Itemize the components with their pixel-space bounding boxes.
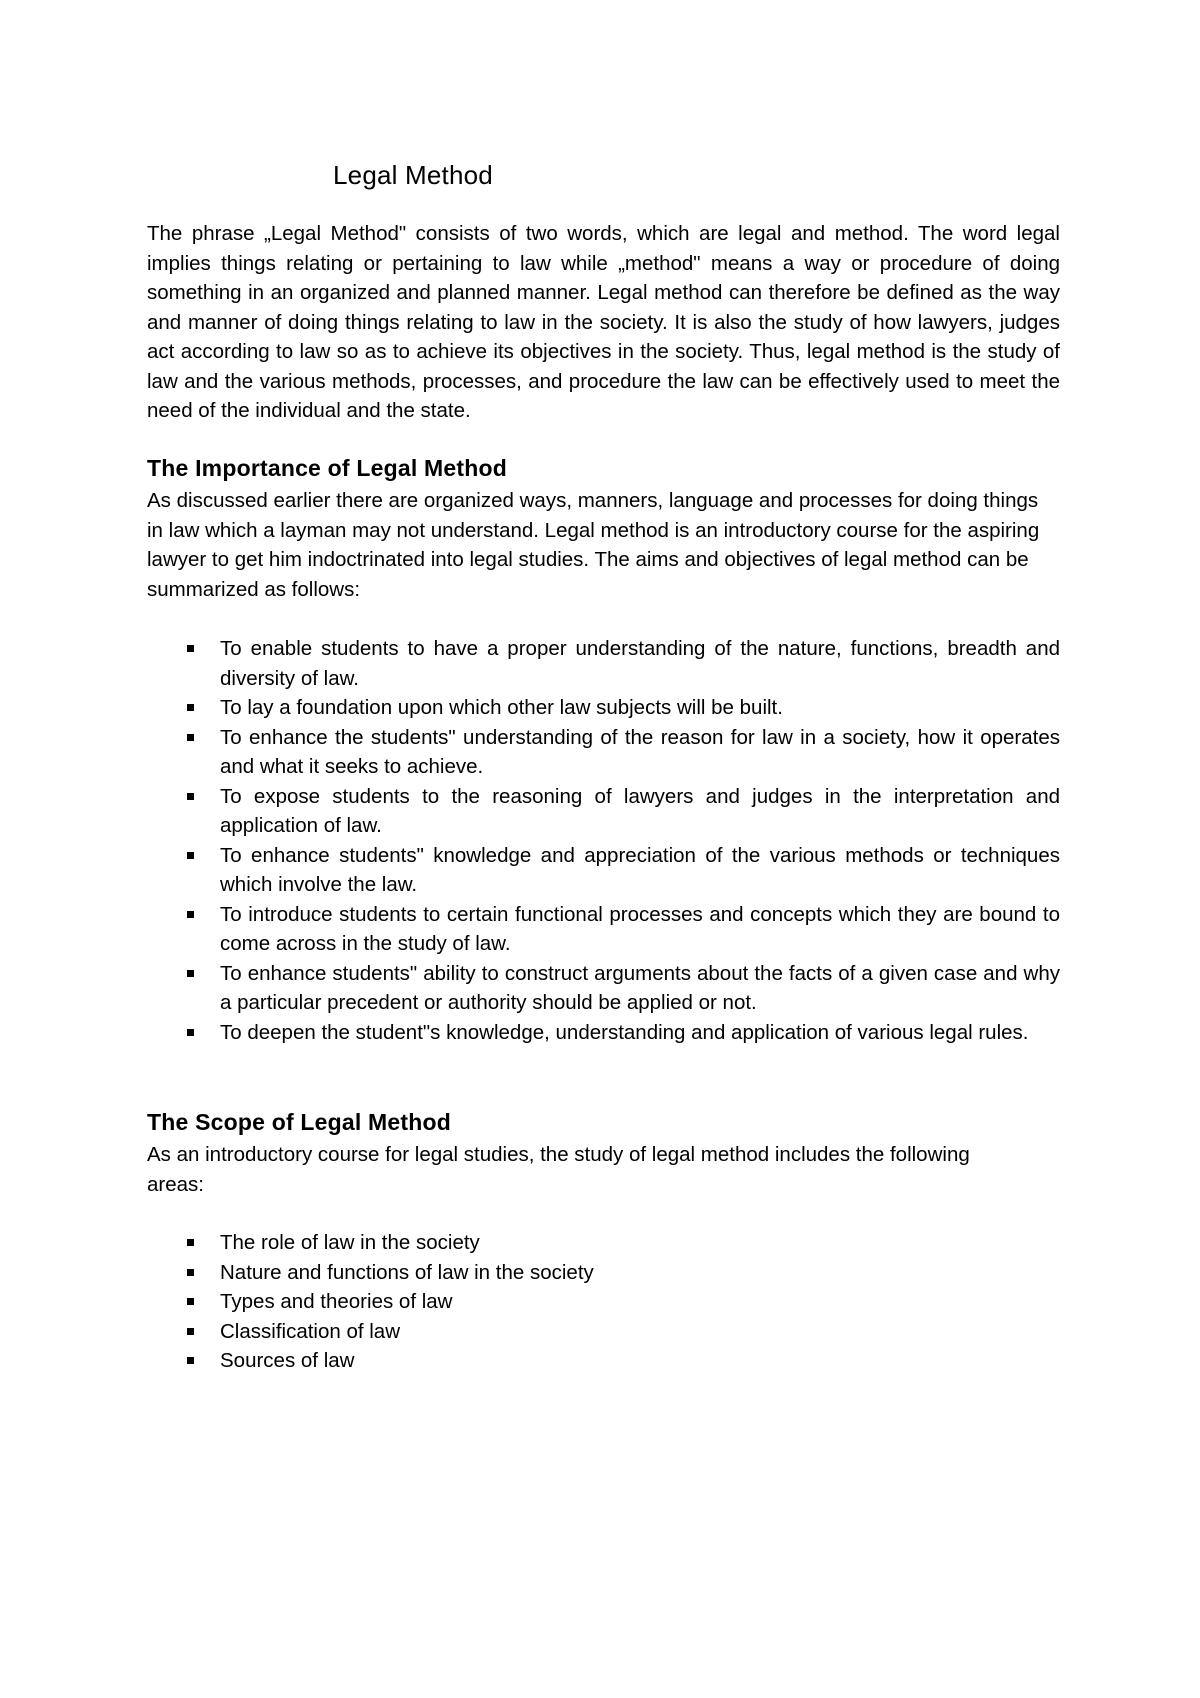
list-item-text: The role of law in the society bbox=[220, 1231, 480, 1254]
list-item bbox=[147, 723, 1060, 782]
intro-paragraph: The phrase „Legal Method" consists of two words, which are legal and method. The word legal implies things relating or pertaining to law while „method" means a way or procedure of doing something in an organized and planned manner. Legal method can therefore be defined as the way and manner of doing things relating to law in the society. It is also the study of how lawyers, judges act according to law so as to achieve its objectives in the society. Thus, legal method is the study of law and the various methods, processes, and procedure the law can be effectively used to meet the need of the individual and the state. bbox=[147, 222, 1060, 422]
square-bullet-icon bbox=[187, 704, 194, 711]
list-item-text: To introduce students to certain functional processes and concepts which they are bound to come across in the study of law. bbox=[220, 902, 1060, 955]
list-item bbox=[147, 634, 1060, 693]
list-item-text: Sources of law bbox=[220, 1349, 355, 1372]
list-item bbox=[147, 900, 1060, 959]
document-title: Legal Method bbox=[333, 160, 493, 190]
square-bullet-icon bbox=[187, 1298, 194, 1305]
square-bullet-icon bbox=[187, 793, 194, 800]
list-item-text: Classification of law bbox=[220, 1319, 401, 1343]
list-item bbox=[147, 1018, 1060, 1048]
scope-heading: The Scope of Legal Method bbox=[147, 1109, 452, 1135]
importance-paragraph: As discussed earlier there are organized ways, manners, language and processes for doing things in law which a layman may not understand. Legal method is an introductory course for the aspiring lawyer to get him indoctrinated into legal studies. The aims and objectives of legal method can be summarized as follows: bbox=[147, 489, 1040, 601]
list-item bbox=[147, 959, 1060, 1018]
square-bullet-icon bbox=[187, 1357, 194, 1364]
list-item-text: To lay a foundation upon which other law subjects will be built. bbox=[220, 696, 783, 719]
square-bullet-icon bbox=[187, 852, 194, 859]
list-item bbox=[147, 1228, 847, 1258]
list-item-text: To expose students to the reasoning of lawyers and judges in the interpretation and application of law. bbox=[220, 784, 1060, 837]
square-bullet-icon bbox=[187, 645, 194, 652]
square-bullet-icon bbox=[187, 1328, 194, 1335]
aims-list bbox=[147, 634, 1060, 1047]
list-item bbox=[147, 1258, 847, 1288]
square-bullet-icon bbox=[187, 970, 194, 977]
square-bullet-icon bbox=[187, 734, 194, 741]
list-item-text: To deepen the student"s knowledge, understanding and application of various legal rules. bbox=[220, 1020, 1029, 1044]
list-item-text: To enhance the students" understanding of the reason for law in a society, how it operates and what it seeks to achieve. bbox=[220, 725, 1060, 778]
list-item-text: Types and theories of law bbox=[220, 1290, 453, 1313]
scope-list bbox=[147, 1228, 847, 1376]
list-item bbox=[147, 841, 1060, 900]
list-item bbox=[147, 1287, 847, 1317]
list-item-text: Nature and functions of law in the society bbox=[220, 1260, 594, 1284]
square-bullet-icon bbox=[187, 911, 194, 918]
list-item bbox=[147, 1346, 847, 1376]
square-bullet-icon bbox=[187, 1269, 194, 1276]
scope-paragraph: As an introductory course for legal studies, the study of legal method includes the following areas: bbox=[147, 1143, 970, 1196]
list-item-text: To enhance students" knowledge and appreciation of the various methods or techniques which involve the law. bbox=[220, 843, 1060, 896]
list-item bbox=[147, 693, 1060, 723]
list-item-text: To enhance students" ability to construct arguments about the facts of a given case and why a particular precedent or authority should be applied or not. bbox=[220, 961, 1060, 1014]
importance-heading: The Importance of Legal Method bbox=[147, 455, 507, 481]
list-item bbox=[147, 1317, 847, 1347]
square-bullet-icon bbox=[187, 1239, 194, 1246]
list-item-text: To enable students to have a proper understanding of the nature, functions, breadth and diversity of law. bbox=[220, 637, 1060, 690]
square-bullet-icon bbox=[187, 1029, 194, 1036]
list-item bbox=[147, 782, 1060, 841]
